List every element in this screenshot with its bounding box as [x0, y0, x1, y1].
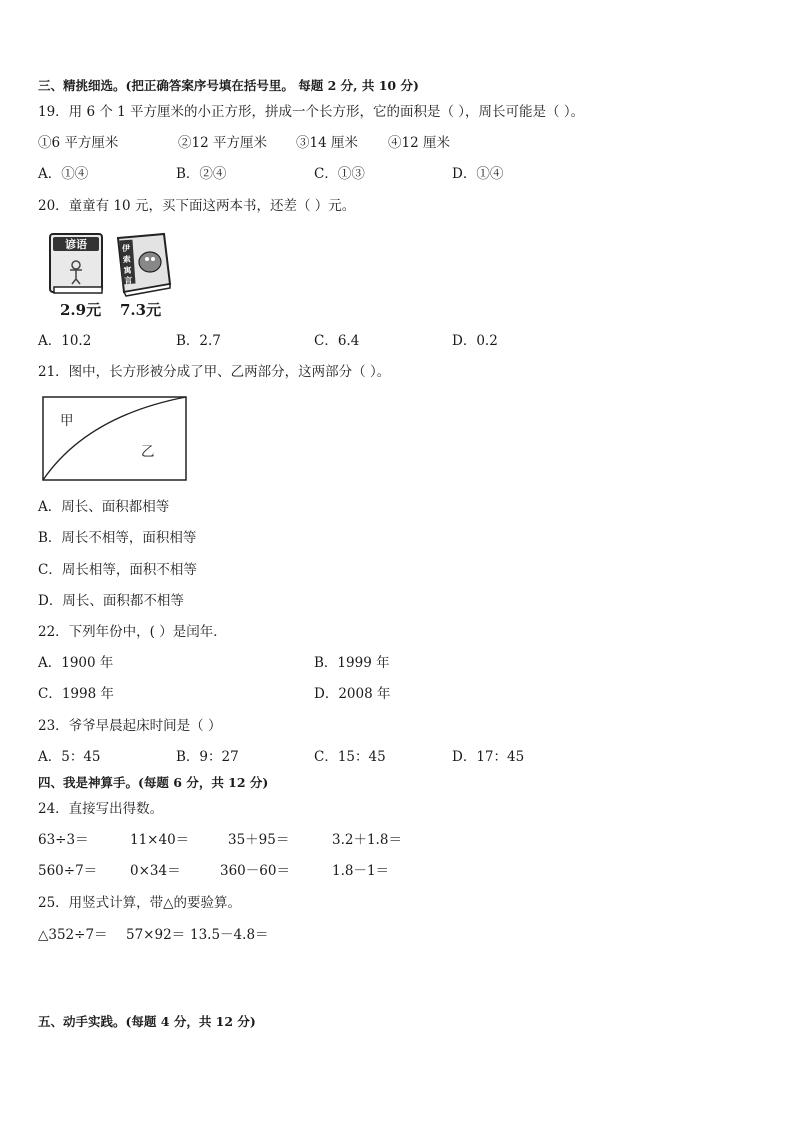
book-1-price: 2.9元: [60, 301, 102, 319]
svg-text:伊: 伊: [121, 243, 131, 254]
q21-option-d: D．周长、面积都不相等: [38, 593, 184, 609]
q21-option-c: C．周长相等，面积不相等: [38, 562, 197, 578]
q20-option-a: A．10.2: [38, 333, 92, 349]
q22-option-b: B．1999 年: [314, 655, 390, 671]
q21-option-a: A．周长、面积都相等: [38, 499, 170, 515]
svg-text:言: 言: [123, 275, 133, 286]
book-1-title: 谚语: [65, 238, 87, 251]
q24-problem-5: 560÷7＝: [38, 863, 98, 879]
q22-option-c: C．1998 年: [38, 686, 114, 702]
q24-problem-8: 1.8－1＝: [332, 863, 390, 879]
q23-option-b: B．9：27: [176, 749, 239, 765]
q23-option-a: A．5：45: [38, 749, 101, 765]
q22-option-a: A．1900 年: [38, 655, 114, 671]
svg-text:寓: 寓: [123, 265, 132, 276]
q25-problem-2: 57×92＝: [126, 927, 186, 943]
q24-problem-4: 3.2＋1.8＝: [332, 832, 402, 848]
divided-rectangle-figure: [42, 396, 188, 482]
q24-problem-7: 360－60＝: [220, 863, 290, 879]
q20-option-d: D．0.2: [452, 333, 498, 349]
question-24-stem: 24．直接写出得数。: [38, 801, 164, 817]
question-20-stem: 20．童童有 10 元，买下面这两本书，还差（ ）元。: [38, 198, 356, 214]
q22-option-d: D．2008 年: [314, 686, 391, 702]
proverbs-book-illustration: [48, 232, 108, 298]
question-23-stem: 23．爷爷早晨起床时间是（ ）: [38, 718, 222, 734]
q19-option-a: A．①④: [38, 166, 89, 182]
q19-item-1: ①6 平方厘米: [38, 135, 119, 151]
section-5-heading: 五、动手实践。(每题 4 分，共 12 分): [38, 1014, 256, 1029]
q24-problem-6: 0×34＝: [130, 863, 181, 879]
q19-option-b: B．②④: [176, 166, 227, 182]
region-jia-label: 甲: [60, 413, 74, 429]
q24-problem-2: 11×40＝: [130, 832, 190, 848]
question-22-stem: 22．下列年份中，( ）是闰年．: [38, 624, 227, 640]
svg-text:索: 索: [122, 254, 132, 265]
q19-option-d: D．①④: [452, 166, 504, 182]
question-19-stem: 19．用 6 个 1 平方厘米的小正方形，拼成一个长方形，它的面积是（ ），周长可能是（ ）。: [38, 104, 585, 120]
question-21-stem: 21．图中，长方形被分成了甲、乙两部分，这两部分（ ）。: [38, 364, 391, 380]
q20-option-b: B．2.7: [176, 333, 221, 349]
q19-item-3: ③14 厘米: [296, 135, 358, 151]
region-yi-label: 乙: [141, 444, 155, 460]
q25-problem-3: 13.5－4.8＝: [190, 927, 269, 943]
q24-problem-3: 35＋95＝: [228, 832, 290, 848]
section-4-heading: 四、我是神算手。(每题 6 分，共 12 分): [38, 775, 269, 790]
q19-item-2: ②12 平方厘米: [178, 135, 267, 151]
aesop-fables-book-illustration: [112, 232, 174, 298]
q20-option-c: C．6.4: [314, 333, 360, 349]
q25-problem-1: △352÷7＝: [38, 927, 108, 943]
question-25-stem: 25．用竖式计算，带△的要验算。: [38, 895, 242, 911]
q21-option-b: B．周长不相等，面积相等: [38, 530, 197, 546]
q19-option-c: C．①③: [314, 166, 365, 182]
q23-option-c: C．15：45: [314, 749, 386, 765]
q19-item-4: ④12 厘米: [388, 135, 450, 151]
q24-problem-1: 63÷3＝: [38, 832, 89, 848]
q23-option-d: D．17：45: [452, 749, 525, 765]
book-2-price: 7.3元: [120, 301, 162, 319]
section-3-heading: 三、精挑细选。(把正确答案序号填在括号里。 每题 2 分, 共 10 分): [38, 78, 419, 93]
